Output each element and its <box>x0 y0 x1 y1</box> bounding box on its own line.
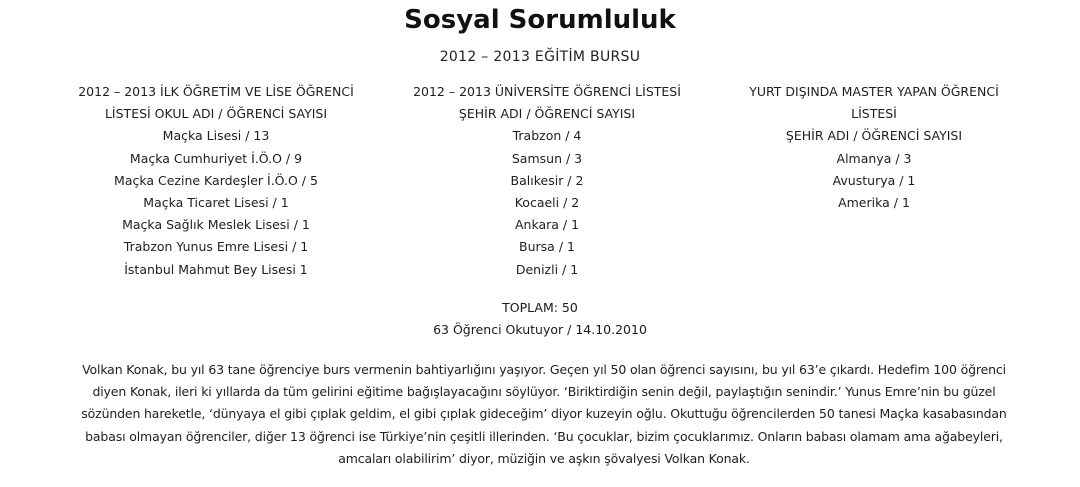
university-student-list <box>397 81 697 281</box>
list-item: Maçka Lisesi / 13 <box>162 128 270 144</box>
list-heading: LİSTESİ OKUL ADI / ÖĞRENCİ SAYISI <box>104 106 328 122</box>
abroad-master-student-list <box>724 81 1024 214</box>
total-count: TOPLAM: 50 <box>502 300 578 315</box>
list-item: Avusturya / 1 <box>832 172 916 188</box>
list-item: Bursa / 1 <box>519 239 575 255</box>
list-item: Trabzon Yunus Emre Lisesi / 1 <box>123 239 309 255</box>
list-item: Balıkesir / 2 <box>510 172 584 188</box>
list-item: Ankara / 1 <box>514 217 580 233</box>
list-heading: YURT DIŞINDA MASTER YAPAN ÖĞRENCİ LİSTESİ <box>749 84 999 122</box>
list-item: Kocaeli / 2 <box>514 195 580 211</box>
list-item: Denizli / 1 <box>515 261 579 277</box>
list-heading: ŞEHİR ADI / ÖĞRENCİ SAYISI <box>458 106 636 122</box>
body-paragraph: Volkan Konak, bu yıl 63 tane öğrenciye burs vermenin bahtiyarlığını yaşıyor. Geçen yıl 50 olan öğrenci sayısını, bu yıl 63’e çıkardı. Hedefim 100 öğrenci diyen Konak, ileri ki yıllarda da tüm gelirini eğitime bağışlayacağını söylüyor. ‘Biriktirdiğin senin değil, paylaştığın senindir.’ Yunus Emre’nin bu güzel sözünden hareketle, ‘dünyaya el gibi çıplak geldim, el gibi çıplak gideceğim’ diyor kuzeyin oğlu. Okuttuğu öğrencilerden 50 tanesi Maçka kasabasından babası olmayan öğrenciler, diğer 13 öğrenci ise Türkiye’nin çeşitli illerinden. ‘Bu çocuklar, bizim çocuklarımız. Onların babası olamam ama ağabeyleri, amcaları olabilirim’ diyor, müziğin ve aşkın şövalyesi Volkan Konak. <box>81 362 1007 466</box>
school-student-list <box>66 81 366 281</box>
list-item: Maçka Cumhuriyet İ.Ö.O / 9 <box>129 150 303 166</box>
list-item: Samsun / 3 <box>511 150 583 166</box>
list-item: Maçka Sağlık Meslek Lisesi / 1 <box>122 217 310 233</box>
list-item: Maçka Ticaret Lisesi / 1 <box>143 195 289 211</box>
totals-block <box>0 297 1080 341</box>
page-subtitle: 2012 – 2013 EĞİTİM BURSU <box>439 49 641 65</box>
list-item: İstanbul Mahmut Bey Lisesi 1 <box>124 261 308 277</box>
list-item: Almanya / 3 <box>836 150 912 166</box>
list-item: Maçka Cezine Kardeşler İ.Ö.O / 5 <box>114 172 318 188</box>
studying-count: 63 Öğrenci Okutuyor / 14.10.2010 <box>433 322 647 338</box>
list-heading: 2012 – 2013 İLK ÖĞRETİM VE LİSE ÖĞRENCİ <box>78 84 354 99</box>
list-heading: 2012 – 2013 ÜNİVERSİTE ÖĞRENCİ LİSTESİ <box>413 84 681 99</box>
list-item: Amerika / 1 <box>838 195 910 211</box>
list-item: Trabzon / 4 <box>512 128 582 144</box>
page-title: Sosyal Sorumluluk <box>404 5 676 35</box>
list-heading: ŞEHİR ADI / ÖĞRENCİ SAYISI <box>785 128 963 144</box>
